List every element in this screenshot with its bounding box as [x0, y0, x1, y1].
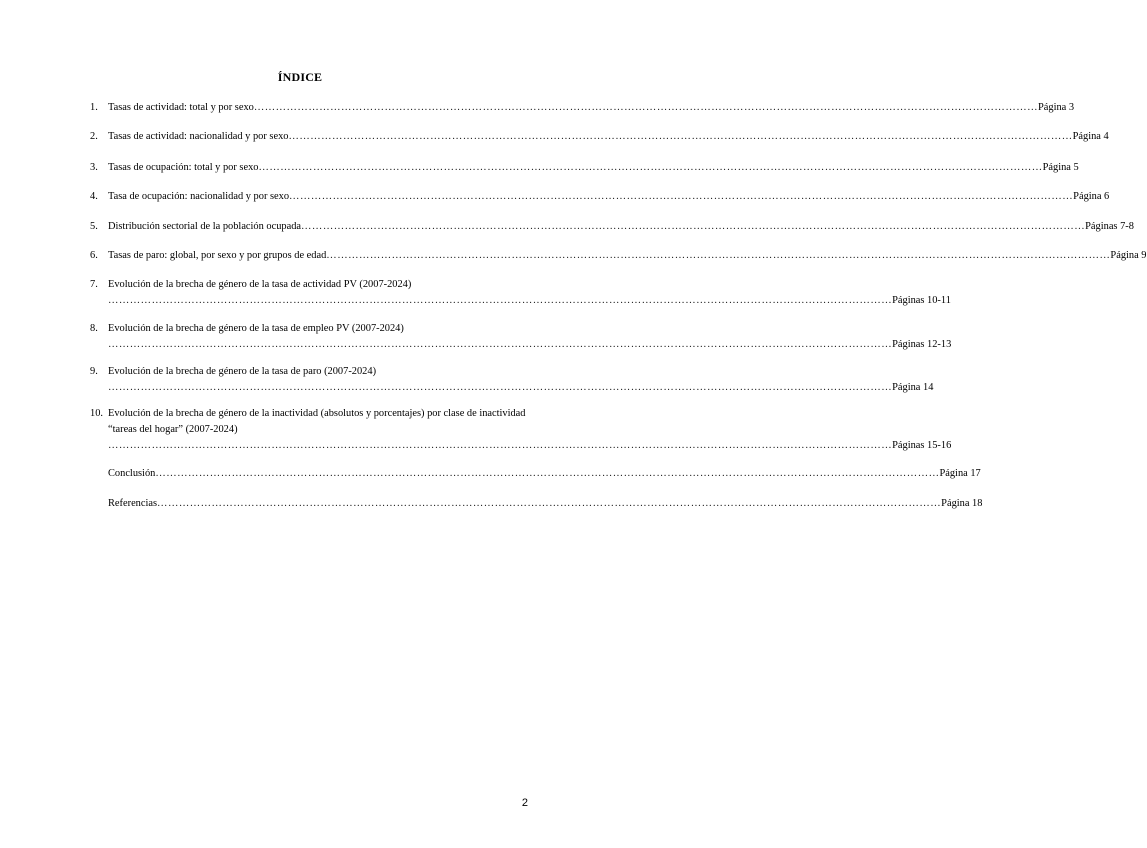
- toc-entry-references[interactable]: [90, 496, 983, 512]
- dot-leader: ………………………………………………………………………………………………………………………………………………………………………………………………: [253, 102, 1038, 113]
- toc-entry-title: Evolución de la brecha de género de la inactividad (absolutos y porcentajes) por clase de inactividad “tareas del hogar” (2007-2024): [108, 408, 526, 435]
- toc-entry[interactable]: [90, 406, 952, 454]
- dot-leader: ………………………………………………………………………………………………………………………………………………………………………………………………: [157, 498, 942, 509]
- toc-entry-number: 3.: [90, 162, 98, 173]
- toc-entry-page: Página 18: [941, 498, 983, 509]
- dot-leader: ………………………………………………………………………………………………………………………………………………………………………………………………: [326, 250, 1111, 261]
- toc-entry-page: Páginas 7-8: [1085, 221, 1134, 232]
- toc-entry[interactable]: [90, 129, 1109, 145]
- toc-entry[interactable]: [90, 321, 952, 353]
- toc-entry-title: Tasa de ocupación: nacionalidad y por sexo: [108, 191, 290, 202]
- toc-entry-title: Tasas de ocupación: total y por sexo: [108, 162, 259, 173]
- toc-entry-number: 10.: [90, 408, 103, 419]
- toc-entry-title: Evolución de la brecha de género de la tasa de paro (2007-2024): [108, 366, 377, 377]
- toc-entry[interactable]: [90, 248, 1147, 264]
- dot-leader: ………………………………………………………………………………………………………………………………………………………………………………………………: [289, 191, 1074, 202]
- toc-entry-title: Distribución sectorial de la población ocupada: [108, 221, 302, 232]
- dot-leader: ………………………………………………………………………………………………………………………………………………………………………………………………: [108, 440, 893, 451]
- dot-leader: ………………………………………………………………………………………………………………………………………………………………………………………………: [155, 468, 940, 479]
- toc-entry-title: Conclusión: [108, 468, 156, 479]
- toc-entry-page: Página 5: [1042, 162, 1079, 173]
- toc-entry-number: 7.: [90, 279, 98, 290]
- toc-entry-page: Página 6: [1073, 191, 1110, 202]
- toc-entry-number: 8.: [90, 323, 98, 334]
- dot-leader: ………………………………………………………………………………………………………………………………………………………………………………………………: [288, 131, 1073, 142]
- toc-entry[interactable]: [90, 219, 1134, 235]
- toc-entry[interactable]: [90, 160, 1079, 176]
- toc-entry-title: Evolución de la brecha de género de la tasa de actividad PV (2007-2024): [108, 279, 412, 290]
- toc-entry[interactable]: [90, 100, 1075, 116]
- toc-entry-number: 1.: [90, 102, 98, 113]
- toc-entry-page: Páginas 10-11: [892, 295, 951, 306]
- toc-entry[interactable]: [90, 277, 951, 309]
- toc-entry-page: Página 14: [892, 382, 934, 393]
- page-number: 2: [521, 797, 528, 809]
- toc-entry-number: 5.: [90, 221, 98, 232]
- toc-entry-title: Tasas de actividad: total y por sexo: [108, 102, 254, 113]
- toc-entry-title: Tasas de actividad: nacionalidad y por sexo: [108, 131, 289, 142]
- toc-entry-number: 9.: [90, 366, 98, 377]
- dot-leader: ………………………………………………………………………………………………………………………………………………………………………………………………: [108, 382, 893, 393]
- dot-leader: ………………………………………………………………………………………………………………………………………………………………………………………………: [301, 221, 1086, 232]
- toc-entry[interactable]: [90, 364, 934, 396]
- toc-entry-page: Páginas 12-13: [892, 339, 952, 350]
- toc-entry-page: Página 17: [939, 468, 981, 479]
- toc-entry-number: 2.: [90, 131, 98, 142]
- toc-entry-page: Página 3: [1037, 102, 1075, 113]
- toc-entry-conclusion[interactable]: [90, 466, 981, 482]
- toc-entry-page: Página 9: [1110, 250, 1147, 261]
- toc-entry-title: Evolución de la brecha de género de la tasa de empleo PV (2007-2024): [108, 323, 404, 334]
- toc-entry-number: 6.: [90, 250, 98, 261]
- toc-entry-title: Tasas de paro: global, por sexo y por grupos de edad: [108, 250, 327, 261]
- index-title: ÍNDICE: [277, 70, 323, 84]
- toc-entry-page: Páginas 15-16: [892, 440, 952, 451]
- toc-entry-page: Página 4: [1072, 131, 1109, 142]
- toc-entry[interactable]: [90, 189, 1110, 205]
- dot-leader: ………………………………………………………………………………………………………………………………………………………………………………………………: [258, 162, 1043, 173]
- dot-leader: ………………………………………………………………………………………………………………………………………………………………………………………………: [108, 339, 893, 350]
- toc-entry-number: 4.: [90, 191, 98, 202]
- dot-leader: ………………………………………………………………………………………………………………………………………………………………………………………………: [108, 295, 893, 306]
- toc-entry-title: Referencias: [108, 498, 158, 509]
